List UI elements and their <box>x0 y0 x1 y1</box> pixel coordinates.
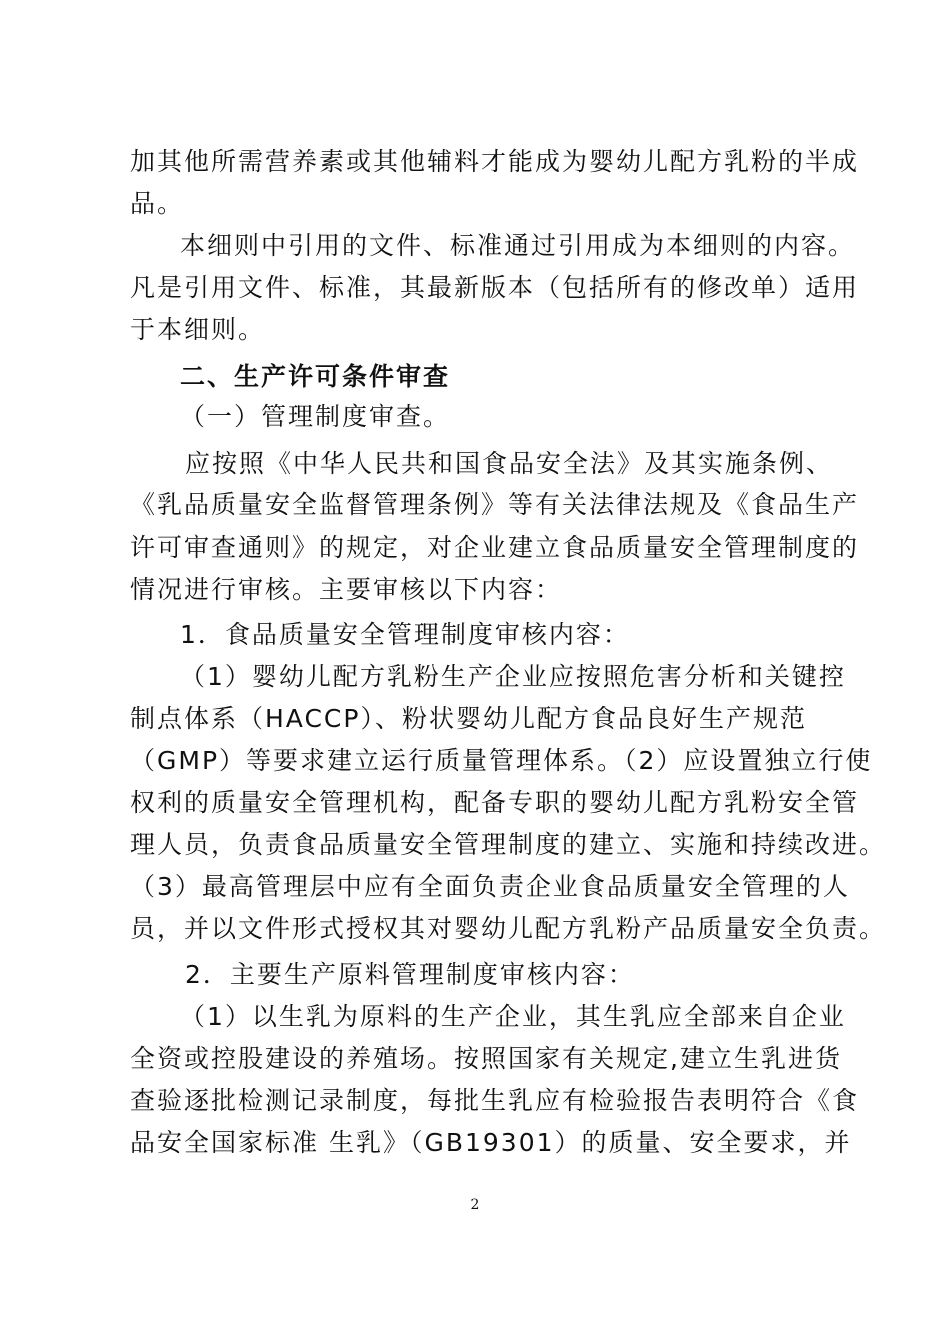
page-number: 2 <box>470 1197 480 1213</box>
text-line: 查验逐批检测记录制度，每批生乳应有检验报告表明符合《食 <box>130 1086 860 1115</box>
text-line: （GMP）等要求建立运行质量管理体系。（2）应设置独立行使 <box>130 746 873 775</box>
numbered-item-heading: 2．主要生产原料管理制度审核内容： <box>185 960 635 989</box>
text-line: 本细则中引用的文件、标准通过引用成为本细则的内容。 <box>180 231 856 260</box>
text-line: 情况进行审核。主要审核以下内容： <box>130 575 563 604</box>
text-line: 加其他所需营养素或其他辅料才能成为婴幼儿配方乳粉的半成 <box>130 147 860 176</box>
text-line: 《乳品质量安全监督管理条例》等有关法律法规及《食品生产 <box>130 490 860 519</box>
text-line: 权利的质量安全管理机构，配备专职的婴幼儿配方乳粉安全管 <box>130 788 860 817</box>
text-line: 凡是引用文件、标准，其最新版本（包括所有的修改单）适用 <box>130 273 860 302</box>
text-line: （1）以生乳为原料的生产企业，其生乳应全部来自企业 <box>180 1002 846 1031</box>
text-line: （1）婴幼儿配方乳粉生产企业应按照危害分析和关键控 <box>180 662 846 691</box>
subsection-heading: （一）管理制度审查。 <box>180 402 451 431</box>
text-line: 理人员，负责食品质量安全管理制度的建立、实施和持续改进。 <box>130 830 887 859</box>
text-line: 品。 <box>130 189 185 218</box>
section-heading: 二、生产许可条件审查 <box>180 362 451 391</box>
numbered-item-heading: 1．食品质量安全管理制度审核内容： <box>180 620 630 649</box>
text-line: 于本细则。 <box>130 315 266 344</box>
text-line: 许可审查通则》的规定，对企业建立食品质量安全管理制度的 <box>130 533 860 562</box>
text-line: 制点体系（HACCP）、粉状婴幼儿配方食品良好生产规范 <box>130 704 807 733</box>
text-line: （3）最高管理层中应有全面负责企业食品质量安全管理的人 <box>130 872 850 901</box>
text-line: 员，并以文件形式授权其对婴幼儿配方乳粉产品质量安全负责。 <box>130 914 887 943</box>
text-line: 品安全国家标准 生乳》（GB19301）的质量、安全要求，并 <box>130 1128 852 1157</box>
text-line: 应按照《中华人民共和国食品安全法》及其实施条例、 <box>185 449 834 478</box>
text-line: 全资或控股建设的养殖场。按照国家有关规定,建立生乳进货 <box>130 1044 842 1073</box>
